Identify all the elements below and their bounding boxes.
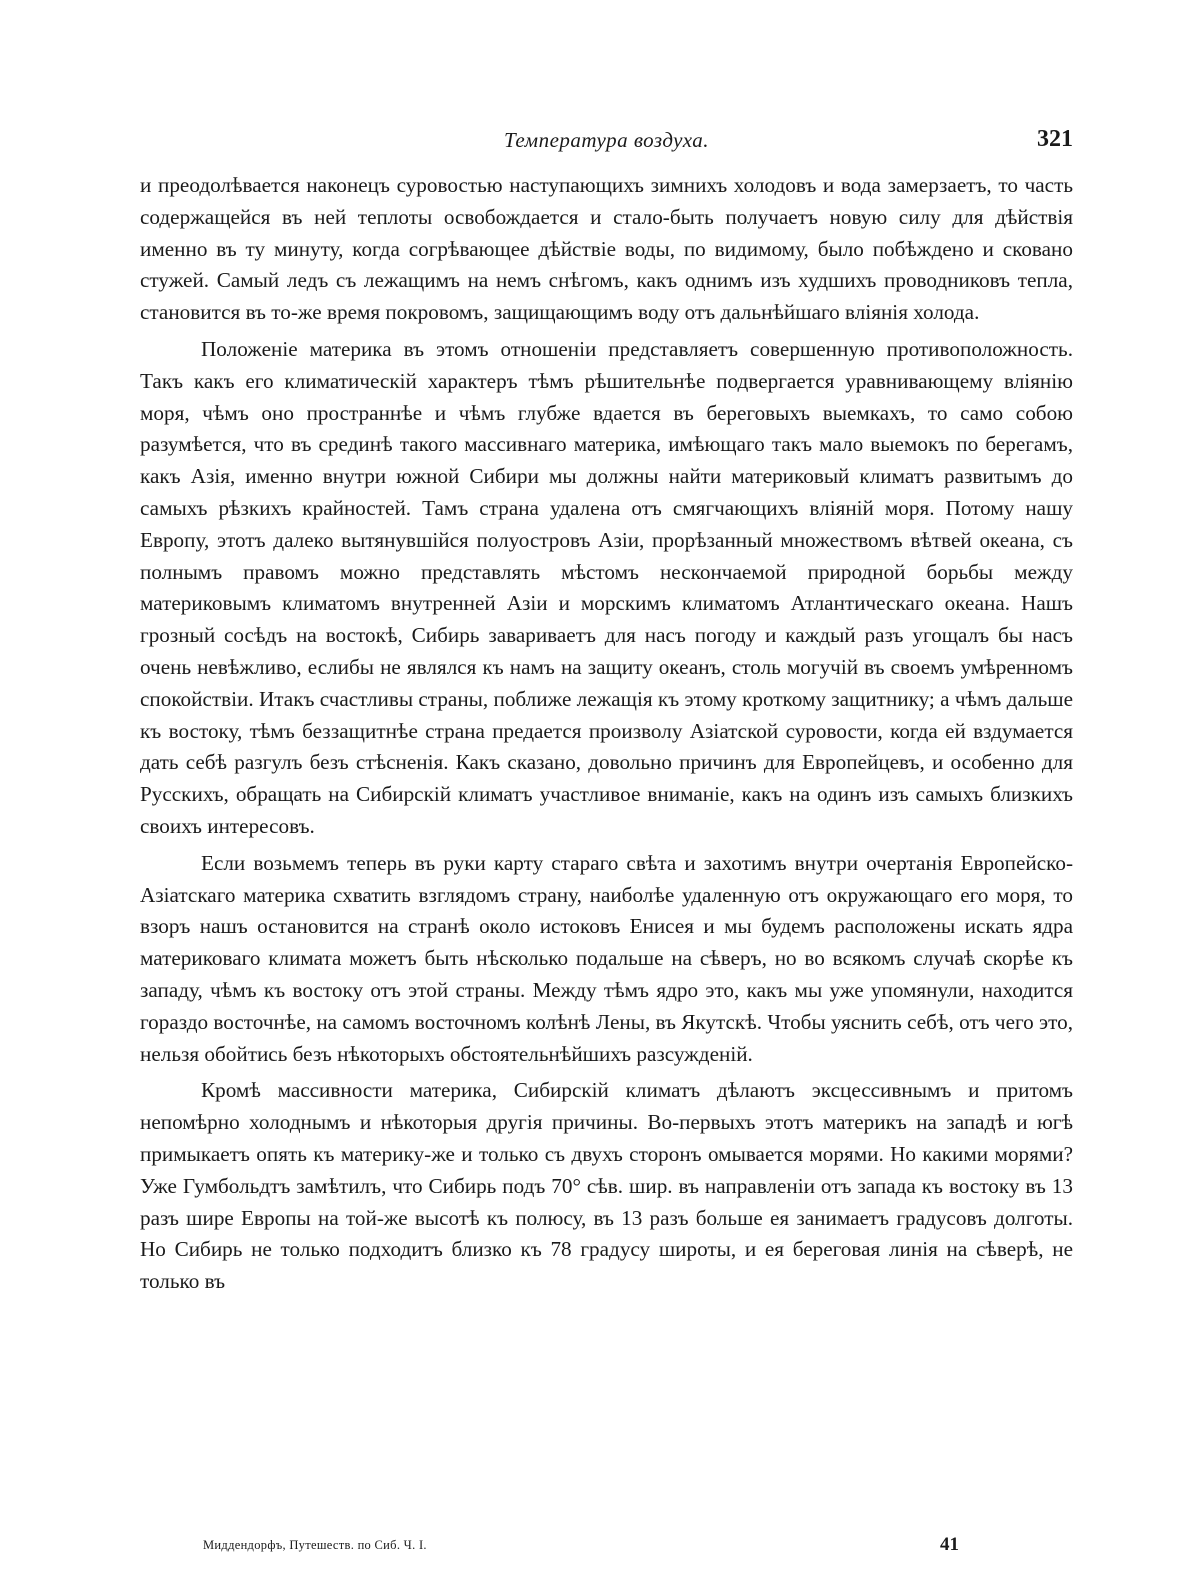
page-number: 321	[1037, 126, 1073, 152]
running-title: Температура воздуха.	[503, 128, 710, 152]
page-footer	[140, 1534, 1073, 1564]
body-text	[140, 170, 1073, 1298]
paragraph-4: Кромѣ массивности материка, Сибирскій климатъ дѣлаютъ эксцессивнымъ и притомъ непомѣрно холоднымъ и нѣкоторыя другія причины. Во-первыхъ этотъ материкъ на западѣ и югѣ примыкаетъ опять къ материку-же и только съ двухъ сторонъ омывается морями. Но какими морями? Уже Гумбольдтъ замѣтилъ, что Сибирь подъ 70° сѣв. шир. въ направленіи отъ запада къ востоку въ 13 разъ шире Европы на той-же высотѣ къ полюсу, въ 13 разъ больше ея занимаетъ градусовъ долготы. Но Сибирь не только подходитъ близко къ 78 градусу широты, и ея береговая линія на сѣверѣ, не только въ	[140, 1078, 1073, 1294]
paragraph-3: Если возьмемъ теперь въ руки карту стараго свѣта и захотимъ внутри очертанія Европейско-Азіатскаго материка схватить взглядомъ страну, наиболѣе удаленную отъ окружающаго его моря, то взоръ нашъ остановится на странѣ около истоковъ Енисея и мы будемъ расположены искать ядра материковаго климата можетъ быть нѣсколько подальше на сѣверъ, но во всякомъ случаѣ скорѣе къ западу, чѣмъ къ востоку отъ этой страны. Между тѣмъ ядро это, какъ мы уже упомянули, находится гораздо восточнѣе, на самомъ восточномъ колѣнѣ Лены, въ Якутскѣ. Чтобы уяснить себѣ, отъ чего это, нельзя обойтись безъ нѣкоторыхъ обстоятельнѣйшихъ разсужденій.	[140, 850, 1073, 1066]
signature-mark: 41	[940, 1534, 959, 1555]
page-header	[140, 118, 1073, 170]
printer-signature: Миддендорфъ, Путешеств. по Сиб. Ч. I.	[203, 1538, 427, 1552]
paragraph-2: Положеніе материка въ этомъ отношеніи представляетъ совершенную противоположность. Такъ какъ его климатическій характеръ тѣмъ рѣшительнѣе подвергается уравнивающему вліянію моря, чѣмъ оно пространнѣе и чѣмъ глубже вдается въ береговыхъ выемкахъ, то само собою разумѣется, что въ срединѣ такого массивнаго материка, имѣющаго такъ мало выемокъ по берегамъ, какъ Азія, именно внутри южной Сибири мы должны найти материковый климатъ развитымъ до самыхъ рѣзкихъ крайностей. Тамъ страна удалена отъ смягчающихъ вліяній моря. Потому нашу Европу, этотъ далеко вытянувшійся полуостровъ Азіи, прорѣзанный множествомъ вѣтвей океана, съ полнымъ правомъ можно представлять мѣстомъ нескончаемой природной борьбы между материковымъ климатомъ внутренней Азіи и морскимъ климатомъ Атлантическаго океана. Нашъ грозный сосѣдъ на востокѣ, Сибирь завариваетъ для насъ погоду и каждый разъ угощалъ бы насъ очень невѣжливо, еслибы не являлся къ намъ на защиту океанъ, столь могучій въ своемъ умѣренномъ спокойствіи. Итакъ счастливы страны, поближе лежащія къ этому кроткому защитнику; а чѣмъ дальше къ востоку, тѣмъ беззащитнѣе страна предается произволу Азіатской суровости, когда ей вздумается дать себѣ разгулъ безъ стѣсненія. Какъ сказано, довольно причинъ для Европейцевъ, и особенно для Русскихъ, обращать на Сибирскій климатъ участливое вниманіе, какъ на одинъ изъ самыхъ близкихъ своихъ интересовъ.	[140, 336, 1073, 838]
paragraph-1: и преодолѣвается наконецъ суровостью наступающихъ зимнихъ холодовъ и вода замерзаетъ, то часть содержащейся въ ней теплоты освобождается и стало-быть получаетъ новую силу для дѣйствія именно въ ту минуту, когда согрѣвающее дѣйствіе воды, по видимому, было побѣждено и сковано стужей. Самый ледъ съ лежащимъ на немъ снѣгомъ, какъ однимъ изъ худшихъ проводниковъ тепла, становится въ то-же время покровомъ, защищающимъ воду отъ дальнѣйшаго вліянія холода.	[140, 173, 1073, 325]
book-page	[140, 118, 1073, 1555]
